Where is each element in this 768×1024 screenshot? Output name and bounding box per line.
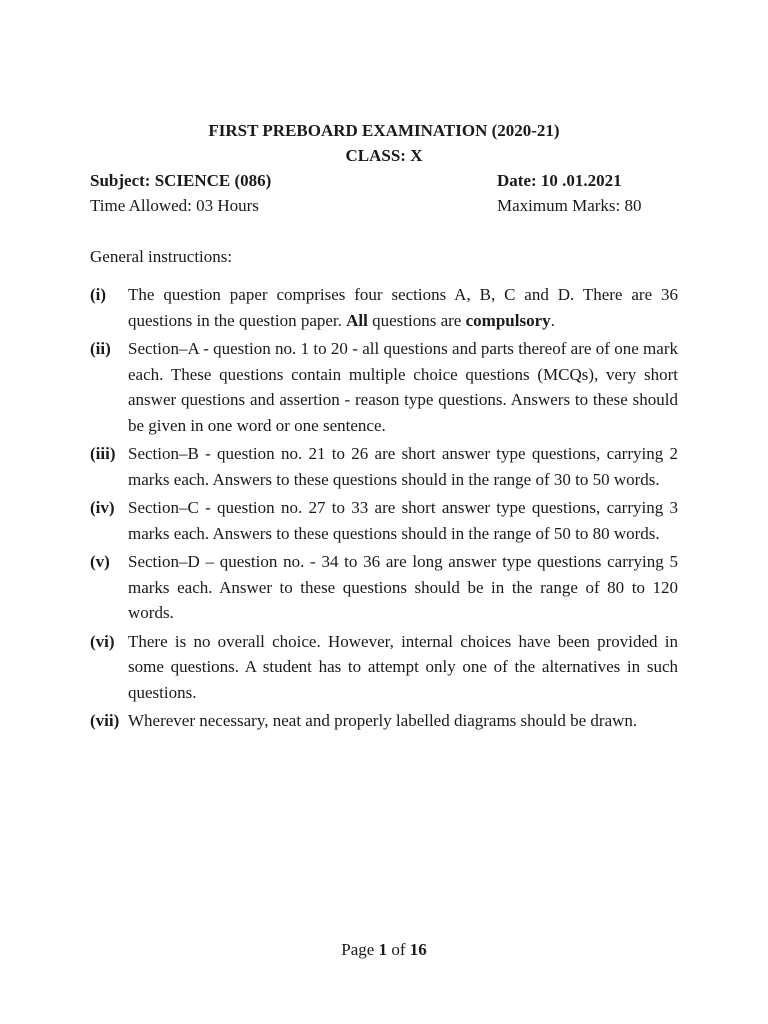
instruction-number: (iv) [90,498,115,517]
instruction-text [128,708,678,734]
instruction-item [90,549,678,626]
instruction-item [90,441,678,492]
instruction-text-part: Section–C - question no. 27 to 33 are short answer type questions, carrying 3 marks each. Answers to these questions should in the range of 50 to 80 words. [128,498,678,543]
instruction-number: (vi) [90,631,115,651]
page-current: 1 [378,940,388,959]
instruction-text-part: Section–A - question no. 1 to 20 - all questions and parts thereof are of one mark each. These questions contain multiple choice questions (MCQs), very short answer questions and assertion - reason type questions. Answers to these should be given in one word or one sentence. [128,339,678,435]
instruction-text-part: questions are [367,310,466,330]
instruction-item [90,495,678,546]
instruction-number: (i) [90,285,107,304]
instruction-text-part: There is no overall choice. However, internal choices have been provided in some questions. A student has to attempt only one of the alternatives in such questions. [128,631,678,702]
instruction-text [128,441,678,492]
instruction-text-part: Section–B - question no. 21 to 26 are short answer type questions, carrying 2 marks each. Answers to these questions should in the range of 30 to 50 words. [128,444,678,489]
page-prefix: Page [341,940,379,959]
instruction-text [128,495,678,546]
subject-label: Subject: SCIENCE (086) [90,171,272,190]
instruction-number: (iii) [90,444,116,463]
instruction-item [90,336,678,438]
instruction-number: (vii) [90,711,120,730]
instruction-text-part: . [550,310,555,330]
exam-date: Date: 10 .01.2021 [497,171,622,190]
instruction-text-part: The question paper comprises four sections A, B, C and D. There are 36 questions in the question paper. [128,285,678,330]
page-total: 16 [409,940,427,959]
instruction-text-part: Wherever necessary, neat and properly labelled diagrams should be drawn. [128,711,638,730]
instruction-text [128,282,678,333]
instruction-text [128,549,678,626]
instruction-number: (v) [90,552,110,571]
page-number [0,940,768,960]
instruction-text [128,336,678,438]
instruction-text-part: Section–D – question no. - 34 to 36 are long answer type questions carrying 5 marks each. Answer to these questions should be in the range of 80 to 120 words. [128,552,678,622]
instruction-number: (ii) [90,339,111,358]
instruction-item [90,708,678,734]
instructions-heading: General instructions: [90,247,233,266]
instruction-item [90,282,678,333]
instruction-emphasis: All [346,310,368,330]
exam-title: FIRST PREBOARD EXAMINATION (2020-21) [208,121,560,140]
instruction-item [90,629,678,706]
time-allowed: Time Allowed: 03 Hours [90,196,259,215]
instruction-emphasis: compulsory [465,310,551,330]
instruction-text [128,629,678,706]
class-label: CLASS: X [345,146,423,165]
instructions-list [90,282,678,737]
page-mid: of [387,940,410,959]
maximum-marks: Maximum Marks: 80 [497,196,642,215]
